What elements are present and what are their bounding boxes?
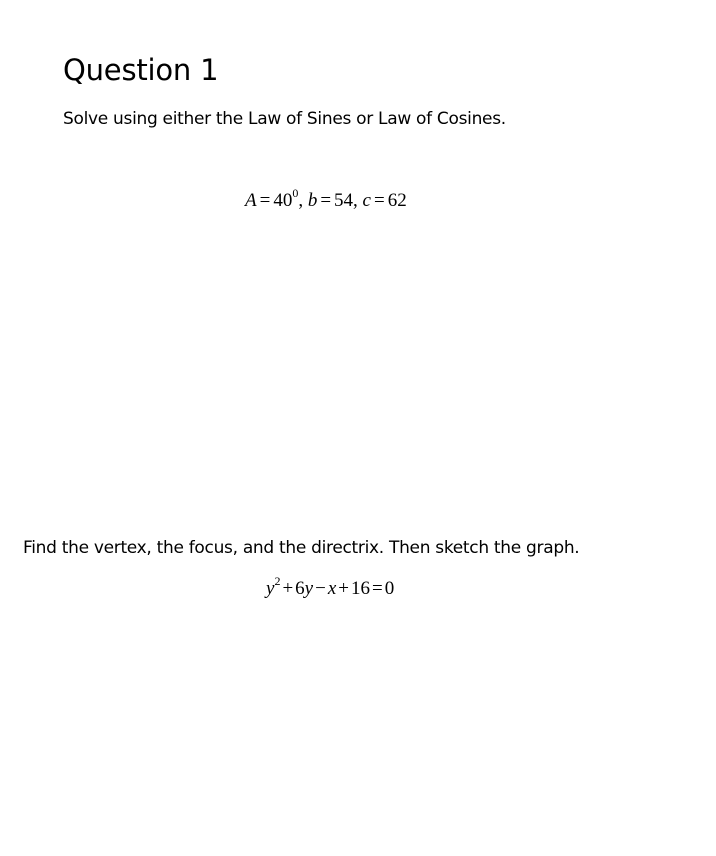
- parabola-prompt: Find the vertex, the focus, and the directrix. Then sketch the graph.: [23, 538, 580, 558]
- var-b: b: [307, 190, 318, 211]
- y-exponent: 2: [274, 573, 281, 588]
- parabola-equation: $y^2 + 6y - x + 16 = 0$: [266, 573, 395, 599]
- var-A: A: [245, 190, 257, 211]
- var-x: x: [327, 578, 337, 599]
- triangle-given-values: $A = 40^0$, b = 54, c = 62: [245, 185, 407, 211]
- side-c-value: 62: [387, 190, 407, 211]
- side-b-value: 54: [334, 190, 354, 211]
- degree-superscript: 0: [292, 185, 299, 200]
- rhs-zero: 0: [384, 578, 395, 599]
- var-y: y: [266, 578, 275, 599]
- constant-16: 16: [350, 578, 370, 599]
- question-title: Question 1: [63, 53, 219, 87]
- angle-A-value: 40: [273, 190, 293, 211]
- coefficient-6: 6: [295, 578, 305, 599]
- var-y-linear: y: [304, 578, 314, 599]
- law-of-sines-prompt: Solve using either the Law of Sines or Law of Cosines.: [63, 109, 506, 129]
- var-c: c: [362, 190, 371, 211]
